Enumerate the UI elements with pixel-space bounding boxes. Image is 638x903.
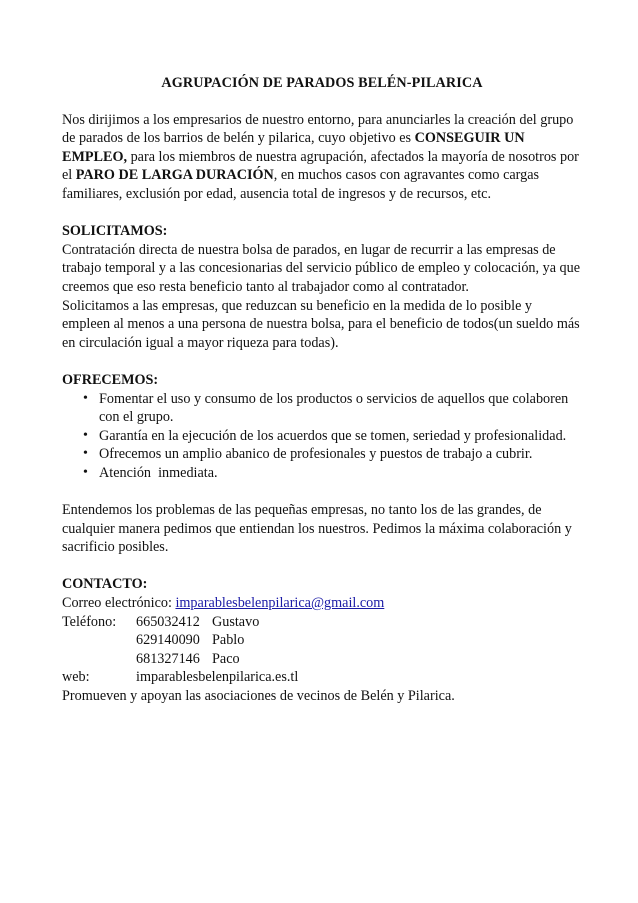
intro-bold-2: PARO DE LARGA DURACIÓN — [75, 167, 274, 184]
bullet-icon: • — [83, 446, 88, 462]
phone-number: 665032412 — [136, 613, 200, 630]
intro-text-2: para los miembros de nuestra agrupación, afectados la mayoría de nosotros por el — [62, 148, 579, 184]
bullet-icon: • — [83, 464, 88, 480]
email-link[interactable]: imparablesbelenpilarica@gmail.com — [175, 595, 385, 612]
closing-paragraph: Entendemos los problemas de las pequeñas empresas, no tanto los de las grandes, de cualquier manera pedimos que entiendan los nuestros. Pedimos la máxima colaboración y sacrificio posibles. — [62, 502, 572, 556]
email-line — [62, 594, 582, 613]
phone-contact-name: Pablo — [212, 632, 245, 649]
list-item — [62, 390, 582, 427]
list-item-text: Atención inmediata. — [99, 464, 218, 481]
bullet-icon: • — [83, 390, 88, 406]
ofrecemos-heading: OFRECEMOS: — [62, 371, 159, 388]
web-address: imparablesbelenpilarica.es.tl — [136, 669, 299, 686]
contacto-heading: CONTACTO: — [62, 576, 148, 593]
email-label: Correo electrónico: — [62, 595, 176, 612]
intro-text-3: , en muchos casos con agravantes como cargas familiares, exclusión por edad, ausencia total de ingresos y de recursos, etc. — [62, 167, 540, 202]
document-page — [62, 74, 582, 706]
phone-number: 681327146 — [136, 650, 200, 667]
solicitamos-paragraph-1: Contratación directa de nuestra bolsa de parados, en lugar de recurrir a las empresas de trabajo temporal y a las concesionarias del servicio público de empleo y colocación, ya que creemos que eso resta beneficio tanto al trabajador como al contratador. — [62, 241, 581, 295]
phone-label: Teléfono: — [62, 613, 117, 630]
list-item-text: Fomentar el uso y consumo de los productos o servicios de aquellos que colaboren con el grupo. — [99, 390, 569, 426]
phone-number: 629140090 — [136, 632, 200, 649]
intro-paragraph — [62, 111, 582, 204]
list-item — [62, 464, 582, 483]
solicitamos-paragraph-2: Solicitamos a las empresas, que reduzcan su beneficio en la medida de lo posible y empleen al menos a una persona de nuestra bolsa, para el beneficio de todos(un sueldo más en circulación igual a mayor riqueza para todas). — [62, 297, 580, 351]
list-item-text: Ofrecemos un amplio abanico de profesionales y puestos de trabajo a cubrir. — [99, 446, 533, 463]
phone-contact-name: Gustavo — [212, 613, 260, 630]
list-item-text: Garantía en la ejecución de los acuerdos que se tomen, seriedad y profesionalidad. — [99, 427, 567, 444]
solicitamos-heading: SOLICITAMOS: — [62, 223, 168, 240]
intro-text-1: Nos dirijimos a los empresarios de nuestro entorno, para anunciarles la creación del grupo de parados de los barrios de belén y pilarica, cuyo objetivo es — [62, 111, 574, 147]
web-row — [62, 668, 582, 687]
phone-row — [62, 650, 582, 669]
phone-contact-name: Paco — [212, 650, 240, 667]
bullet-icon: • — [83, 427, 88, 443]
list-item — [62, 445, 582, 464]
phone-row — [62, 631, 582, 650]
phone-row — [62, 613, 582, 632]
ofrecemos-list — [62, 390, 582, 483]
document-title: AGRUPACIÓN DE PARADOS BELÉN-PILARICA — [161, 75, 483, 91]
intro-bold-1: CONSEGUIR UN EMPLEO, — [62, 130, 525, 165]
footer-line: Promueven y apoyan las asociaciones de vecinos de Belén y Pilarica. — [62, 688, 455, 704]
web-label: web: — [62, 669, 90, 686]
list-item — [62, 427, 582, 446]
